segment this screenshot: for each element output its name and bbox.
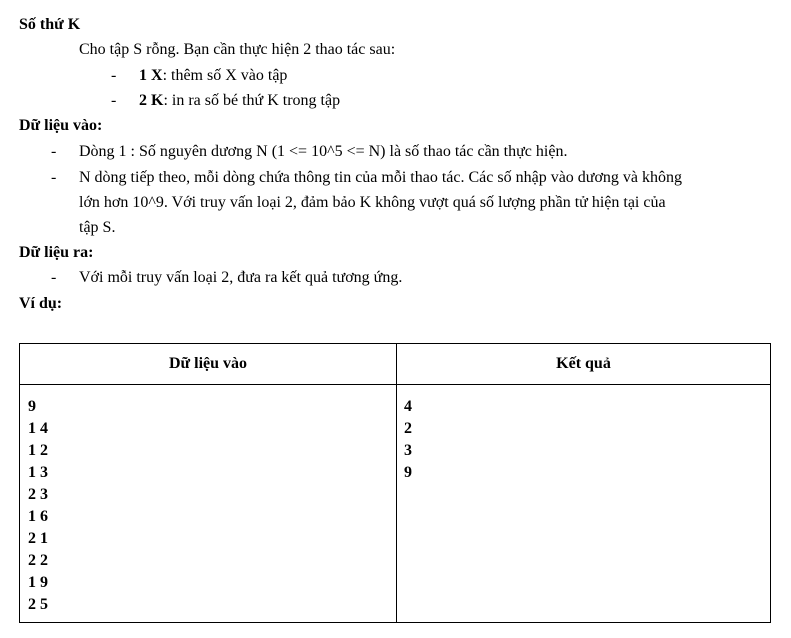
input-line: 1 3 (28, 464, 48, 481)
operation-code: 2 K (139, 92, 164, 109)
input-line: 2 5 (28, 596, 48, 613)
problem-title: Số thứ K (19, 16, 81, 33)
input-item-continued: lớn hơn 10^9. Với truy vấn loại 2, đảm bảo K không vượt quá số lượng phần tử hiện tại của (79, 194, 666, 211)
input-column (28, 396, 48, 616)
operation-desc: : thêm số X vào tập (162, 67, 288, 84)
output-line: 4 (404, 398, 412, 415)
output-line: 9 (404, 464, 412, 481)
input-line: 2 2 (28, 552, 48, 569)
output-column (404, 396, 412, 484)
input-line: 9 (28, 398, 36, 415)
output-line: 3 (404, 442, 412, 459)
input-line: 1 4 (28, 420, 48, 437)
operation-code: 1 X (139, 67, 163, 84)
operation-item (139, 91, 340, 111)
input-line: 1 2 (28, 442, 48, 459)
input-line: 2 1 (28, 530, 48, 547)
operation-desc: : in ra số bé thứ K trong tập (163, 92, 341, 109)
column-divider (396, 344, 397, 622)
input-item: Dòng 1 : Số nguyên dương N (1 <= 10^5 <= N) là số thao tác cần thực hiện. (79, 143, 568, 160)
input-line: 1 9 (28, 574, 48, 591)
header-divider (20, 384, 770, 385)
table-header-output: Kết quả (556, 355, 611, 372)
bullet-dash: - (111, 92, 117, 109)
input-line: 1 6 (28, 508, 48, 525)
bullet-dash: - (51, 269, 57, 286)
bullet-dash: - (111, 67, 117, 84)
output-line: 2 (404, 420, 412, 437)
input-item: N dòng tiếp theo, mỗi dòng chứa thông tin của mỗi thao tác. Các số nhập vào dương và không (79, 169, 683, 186)
bullet-dash: - (51, 169, 57, 186)
input-line: 2 3 (28, 486, 48, 503)
output-item: Với mỗi truy vấn loại 2, đưa ra kết quả tương ứng. (79, 269, 403, 286)
input-item-continued: tập S. (79, 219, 116, 236)
table-header-input: Dữ liệu vào (168, 355, 248, 372)
example-heading: Ví dụ: (19, 295, 63, 312)
output-heading: Dữ liệu ra: (19, 244, 94, 261)
input-heading: Dữ liệu vào: (19, 117, 103, 134)
intro-text: Cho tập S rỗng. Bạn cần thực hiện 2 thao tác sau: (79, 41, 396, 58)
operation-item (139, 66, 287, 86)
bullet-dash: - (51, 143, 57, 160)
example-table (19, 343, 771, 623)
